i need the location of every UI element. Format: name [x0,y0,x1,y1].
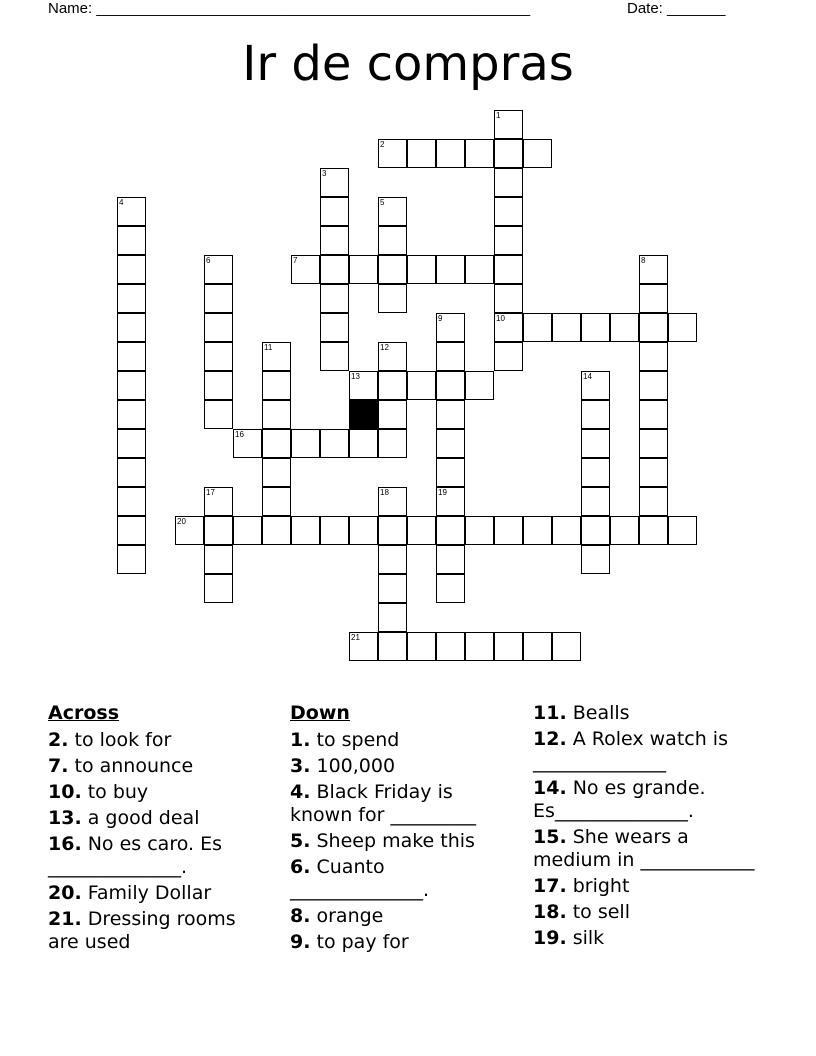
grid-cell[interactable] [204,313,233,342]
grid-cell[interactable] [204,574,233,603]
grid-cell[interactable] [436,313,465,342]
clue-number: 7 [293,256,298,265]
grid-cell[interactable] [320,516,349,545]
grid-cell[interactable] [262,429,291,458]
clue-across-13: 13. a good deal [48,807,200,829]
grid-cell[interactable] [378,255,407,284]
clue-number: 3 [322,169,327,178]
clue-number: 16 [235,430,244,439]
grid-cell[interactable] [494,255,523,284]
grid-cell[interactable] [378,603,407,632]
grid-cell[interactable] [581,545,610,574]
grid-cell[interactable] [465,139,494,168]
grid-cell[interactable] [581,313,610,342]
grid-cell[interactable] [610,516,639,545]
grid-cell[interactable] [639,255,668,284]
grid-cell[interactable] [117,458,146,487]
clue-number: 9 [438,314,443,323]
grid-cell[interactable] [320,226,349,255]
grid-cell[interactable] [436,487,465,516]
grid-cell[interactable] [262,458,291,487]
across-clues [48,702,263,957]
grid-cell[interactable] [320,284,349,313]
grid-cell[interactable] [291,255,320,284]
clue-down-4: 4. Black Friday is known for _________ [290,781,476,826]
grid-cell[interactable] [407,255,436,284]
grid-cell[interactable] [204,284,233,313]
clue-number: 1 [496,111,501,120]
grid-cell[interactable] [117,400,146,429]
grid-cell[interactable] [523,632,552,661]
grid-cell[interactable] [320,255,349,284]
clue-number: 17 [206,488,215,497]
across-heading: Across [48,702,120,724]
clue-number: 13 [351,372,360,381]
grid-cell[interactable] [204,545,233,574]
grid-cell[interactable] [117,545,146,574]
grid-cell[interactable] [117,342,146,371]
grid-cell[interactable] [494,342,523,371]
grid-cell[interactable] [581,400,610,429]
grid-cell[interactable] [204,342,233,371]
grid-cell[interactable] [436,342,465,371]
grid-cell[interactable] [378,139,407,168]
grid-cell[interactable] [204,400,233,429]
grid-cell[interactable] [552,313,581,342]
grid-cell[interactable] [204,516,233,545]
grid-cell[interactable] [639,487,668,516]
grid-cell[interactable] [262,400,291,429]
grid-cell[interactable] [639,313,668,342]
clue-down-6: 6. Cuanto ______________. [290,856,430,901]
clue-number: 5 [380,198,385,207]
grid-cell[interactable] [581,487,610,516]
grid-cell[interactable] [378,197,407,226]
grid-cell[interactable] [581,429,610,458]
clue-down-3: 3. 100,000 [290,755,396,777]
clue-number: 21 [351,633,360,642]
grid-cell[interactable] [349,429,378,458]
grid-cell[interactable] [465,255,494,284]
clue-across-2: 2. to look for [48,729,172,751]
down-clues [290,702,515,957]
page-title: Ir de compras [242,36,574,92]
grid-cell[interactable] [378,371,407,400]
grid-cell[interactable] [639,516,668,545]
grid-cell[interactable] [378,574,407,603]
grid-cell[interactable] [436,574,465,603]
clue-number: 2 [380,140,385,149]
grid-cell[interactable] [465,632,494,661]
clue-down-5: 5. Sheep make this [290,830,475,852]
grid-cell[interactable] [639,429,668,458]
grid-cell[interactable] [494,110,523,139]
grid-cell[interactable] [117,255,146,284]
down-clues-continued [533,702,758,953]
grid-cell[interactable] [175,516,204,545]
grid-cell[interactable] [494,168,523,197]
grid-cell[interactable] [204,255,233,284]
clue-down-8: 8. orange [290,905,384,927]
grid-cell[interactable] [320,313,349,342]
grid-cell[interactable] [523,516,552,545]
clue-number: 4 [119,198,124,207]
grid-cell[interactable] [291,429,320,458]
grid-cell[interactable] [320,168,349,197]
clue-number: 11 [264,343,273,352]
clue-across-21: 21. Dressing rooms are used [48,908,236,953]
grid-cell[interactable] [378,400,407,429]
grid-cell[interactable] [349,632,378,661]
clue-down-1: 1. to spend [290,729,400,751]
grid-cell[interactable] [349,371,378,400]
grid-cell[interactable] [378,429,407,458]
grid-cell[interactable] [581,516,610,545]
clue-number: 8 [641,256,646,265]
name-field[interactable]: Name: ____________________________________________________ [48,0,531,17]
grid-cell[interactable] [117,371,146,400]
grid-cell[interactable] [262,342,291,371]
grid-cell[interactable] [436,545,465,574]
clue-number: 10 [496,314,505,323]
grid-cell[interactable] [262,516,291,545]
grid-cell[interactable] [378,284,407,313]
grid-cell[interactable] [378,487,407,516]
grid-cell[interactable] [407,516,436,545]
clue-across-20: 20. Family Dollar [48,882,212,904]
grid-cell[interactable] [581,458,610,487]
grid-cell[interactable] [407,139,436,168]
grid-cell[interactable] [639,342,668,371]
grid-cell[interactable] [436,429,465,458]
grid-cell[interactable] [639,400,668,429]
grid-cell[interactable] [494,284,523,313]
grid-cell[interactable] [117,429,146,458]
grid-cell[interactable] [407,371,436,400]
clue-number: 20 [177,517,186,526]
grid-cell[interactable] [494,516,523,545]
grid-cell[interactable] [117,487,146,516]
grid-cell[interactable] [378,545,407,574]
grid-cell[interactable] [465,371,494,400]
grid-cell[interactable] [668,313,697,342]
grid-cell[interactable] [494,313,523,342]
grid-cell[interactable] [436,255,465,284]
grid-cell[interactable] [494,139,523,168]
grid-cell[interactable] [262,371,291,400]
grid-cell[interactable] [204,487,233,516]
grid-cell[interactable] [320,197,349,226]
grid-cell[interactable] [639,458,668,487]
clue-down-11: 11. Bealls [533,702,630,724]
grid-cell[interactable] [378,516,407,545]
grid-cell[interactable] [233,516,262,545]
grid-cell[interactable] [552,516,581,545]
grid-cell[interactable] [291,516,320,545]
clue-down-9: 9. to pay for [290,931,409,953]
black-square [349,400,378,429]
clue-number: 14 [583,372,592,381]
clue-number: 19 [438,488,447,497]
grid-cell[interactable] [436,139,465,168]
grid-cell[interactable] [494,226,523,255]
grid-cell[interactable] [378,226,407,255]
grid-cell[interactable] [262,487,291,516]
grid-cell[interactable] [436,458,465,487]
grid-cell[interactable] [436,371,465,400]
grid-cell[interactable] [523,313,552,342]
grid-cell[interactable] [204,371,233,400]
grid-cell[interactable] [581,371,610,400]
clue-number: 18 [380,488,389,497]
clue-number: 12 [380,343,389,352]
clue-down-18: 18. to sell [533,901,630,923]
grid-cell[interactable] [436,516,465,545]
grid-cell[interactable] [349,255,378,284]
grid-cell[interactable] [378,632,407,661]
grid-cell[interactable] [610,313,639,342]
grid-cell[interactable] [552,632,581,661]
grid-cell[interactable] [117,516,146,545]
grid-cell[interactable] [117,313,146,342]
grid-cell[interactable] [639,371,668,400]
grid-cell[interactable] [668,516,697,545]
clue-down-14: 14. No es grande. Es______________. [533,777,706,822]
grid-cell[interactable] [436,400,465,429]
grid-cell[interactable] [320,429,349,458]
grid-cell[interactable] [494,632,523,661]
date-field[interactable]: Date: _______ [627,0,726,17]
grid-cell[interactable] [349,516,378,545]
grid-cell[interactable] [117,284,146,313]
grid-cell[interactable] [436,632,465,661]
grid-cell[interactable] [639,284,668,313]
grid-cell[interactable] [465,516,494,545]
grid-cell[interactable] [320,342,349,371]
clue-number: 6 [206,256,211,265]
grid-cell[interactable] [233,429,262,458]
clue-across-7: 7. to announce [48,755,194,777]
grid-cell[interactable] [117,197,146,226]
down-heading: Down [290,702,350,724]
clue-down-19: 19. silk [533,927,605,949]
clue-down-12: 12. A Rolex watch is ______________ [533,728,728,773]
grid-cell[interactable] [378,342,407,371]
clue-down-15: 15. She wears a medium in ____________ [533,826,755,871]
clue-down-17: 17. bright [533,875,630,897]
grid-cell[interactable] [117,226,146,255]
clue-across-10: 10. to buy [48,781,149,803]
clue-across-16: 16. No es caro. Es ______________. [48,833,222,878]
grid-cell[interactable] [523,139,552,168]
grid-cell[interactable] [494,197,523,226]
grid-cell[interactable] [407,632,436,661]
